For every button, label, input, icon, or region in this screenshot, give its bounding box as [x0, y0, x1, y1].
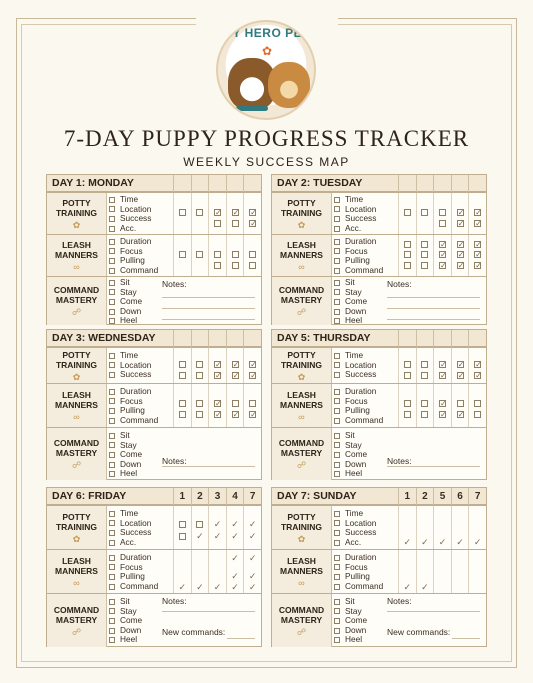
- logo-text: MY HERO PET: [222, 26, 310, 40]
- paw-icon: ✿: [297, 219, 306, 230]
- checklist-item[interactable]: Sit: [334, 431, 402, 441]
- checklist-item[interactable]: Acc.: [109, 538, 177, 548]
- brand-logo: [216, 20, 316, 120]
- checklist-item[interactable]: Stay: [334, 607, 402, 617]
- progress-grid: ✓ ✓ ✓ ✓: [398, 193, 486, 234]
- notes-label: Notes:: [387, 279, 412, 289]
- checklist-item[interactable]: Pulling: [109, 572, 177, 582]
- checklist-item[interactable]: Focus: [334, 563, 402, 573]
- checklist-item[interactable]: Focus: [334, 397, 402, 407]
- notes-label: Notes:: [162, 596, 187, 606]
- checklist-item[interactable]: Heel: [109, 469, 177, 479]
- checklist-item[interactable]: Down: [334, 307, 402, 317]
- cat-illustration: [268, 62, 310, 108]
- checklist-item[interactable]: Time: [109, 509, 177, 519]
- checklist-item[interactable]: Focus: [109, 247, 177, 257]
- checklist-item[interactable]: Success: [334, 528, 402, 538]
- checklist-item[interactable]: Success: [109, 214, 177, 224]
- day-title: DAY 7: SUNDAY: [272, 488, 486, 505]
- checklist-item[interactable]: Come: [334, 450, 402, 460]
- checklist-item[interactable]: Come: [334, 616, 402, 626]
- checklist-item[interactable]: Focus: [334, 247, 402, 257]
- checklist-item[interactable]: Heel: [334, 316, 402, 326]
- progress-grid: ✓ ✓ ✓ ✓ ✓: [398, 506, 486, 549]
- checklist-item[interactable]: Heel: [109, 635, 177, 645]
- paw-icon: ✿: [262, 44, 273, 58]
- checklist-item[interactable]: Sit: [109, 597, 177, 607]
- checklist-item[interactable]: Time: [334, 351, 402, 361]
- checklist-item[interactable]: Location: [334, 205, 402, 215]
- checklist-item[interactable]: Focus: [109, 563, 177, 573]
- checklist-item[interactable]: Duration: [334, 553, 402, 563]
- checklist-item[interactable]: Time: [109, 195, 177, 205]
- leash-icon: ∞: [73, 577, 80, 588]
- progress-grid: ✓ ✓ ✓ ✓ ✓ ✓ ✓ ✓ ✓: [398, 235, 486, 276]
- potty-section: POTTY TRAINING ✿ Time Location Success Acc. ✓ ✓ ✓ ✓: [47, 192, 261, 234]
- checklist-item[interactable]: Pulling: [334, 406, 402, 416]
- checklist-item[interactable]: Success: [334, 214, 402, 224]
- day-card-friday: DAY 6: FRIDAY 1 2 3 4 7 POTTY TRAINING ✿ Time Location Success Acc. ✓ ✓ ✓ ✓ ✓ ✓ ✓ LEASH MANNERS ∞ Duration Focus Pulling Command ✓ ✓ ✓ ✓ ✓ ✓ ✓ ✓ ✓ COMMAND MASTERY ☍ Sit Stay Come Down Heel Notes: New commands:: [46, 487, 262, 647]
- notes-label: Notes:: [162, 279, 187, 289]
- checklist-item[interactable]: Location: [109, 205, 177, 215]
- leash-section: LEASH MANNERS ∞ Duration Focus Pulling Command ✓ ✓ ✓ ✓ ✓ ✓ ✓ ✓ ✓: [47, 549, 261, 593]
- new-commands-label: New commands:: [387, 627, 451, 637]
- checklist-item[interactable]: Pulling: [109, 256, 177, 266]
- leash-section: LEASH MANNERS ∞ Duration Focus Pulling Command ✓ ✓: [272, 549, 486, 593]
- day-card-thursday: [271, 329, 487, 480]
- checklist-item[interactable]: Pulling: [109, 406, 177, 416]
- checklist-item[interactable]: Focus: [109, 397, 177, 407]
- leash-section: LEASH MANNERS ∞ Duration Focus Pulling Command ✓ ✓ ✓: [272, 383, 486, 427]
- checklist-item[interactable]: Sit: [334, 597, 402, 607]
- checklist-item[interactable]: Duration: [109, 237, 177, 247]
- checklist-item[interactable]: Heel: [334, 635, 402, 645]
- progress-grid: ✓ ✓ ✓ ✓ ✓ ✓: [398, 348, 486, 383]
- checklist-item[interactable]: Acc.: [109, 224, 177, 234]
- day-title: DAY 3: WEDNESDAY: [47, 330, 261, 347]
- leash-icon: ∞: [298, 577, 305, 588]
- paw-icon: ✿: [297, 533, 306, 544]
- leash-icon: ∞: [298, 261, 305, 272]
- notes-label: Notes:: [387, 596, 412, 606]
- checklist-item[interactable]: Location: [334, 361, 402, 371]
- checkbox[interactable]: [109, 216, 115, 222]
- checklist-item[interactable]: Heel: [334, 469, 402, 479]
- potty-section: POTTY TRAINING ✿ Time Location Success Acc. ✓ ✓ ✓ ✓ ✓ ✓ ✓: [47, 505, 261, 549]
- day-title: DAY 2: TUESDAY: [272, 175, 486, 192]
- page-title: 7-DAY PUPPY PROGRESS TRACKER: [63, 126, 470, 151]
- checklist-item[interactable]: Command: [109, 266, 177, 276]
- checklist-item[interactable]: Stay: [334, 288, 402, 298]
- checklist-item[interactable]: Sit: [109, 431, 177, 441]
- checklist-item[interactable]: Command: [109, 582, 177, 592]
- checklist-item[interactable]: Heel: [109, 316, 177, 326]
- checklist-item[interactable]: Down: [334, 460, 402, 470]
- checklist-item[interactable]: Location: [334, 519, 402, 529]
- checkbox[interactable]: [109, 197, 115, 203]
- checklist-item[interactable]: Acc.: [334, 538, 402, 548]
- day-title: DAY 1: MONDAY: [47, 175, 261, 192]
- checklist-item[interactable]: Stay: [109, 441, 177, 451]
- paw-icon: ✿: [72, 371, 81, 382]
- command-section: COMMAND MASTERY ☍ Sit Stay Come Down Heel Notes: New commands:: [47, 593, 261, 647]
- day-card-monday: [46, 174, 262, 325]
- leash-section: LEASH MANNERS ∞ Duration Focus Pulling Command ✓ ✓ ✓ ✓: [47, 383, 261, 427]
- checklist-item[interactable]: Down: [109, 460, 177, 470]
- bone-icon: ☍: [71, 460, 82, 470]
- checklist-item[interactable]: Time: [109, 351, 177, 361]
- potty-section: POTTY TRAINING ✿ Time Location Success Acc. ✓ ✓ ✓ ✓ ✓: [272, 505, 486, 549]
- potty-section: POTTY TRAINING ✿ Time Location Success ✓ ✓ ✓ ✓ ✓ ✓: [272, 347, 486, 383]
- leash-section: LEASH MANNERS ∞ Duration Focus Pulling Command ✓ ✓ ✓ ✓ ✓ ✓ ✓ ✓ ✓: [272, 234, 486, 276]
- checklist-item[interactable]: Down: [334, 626, 402, 636]
- bone-icon: ☍: [296, 626, 307, 637]
- checkbox[interactable]: [109, 226, 115, 232]
- progress-grid: ✓ ✓ ✓ ✓ ✓ ✓: [173, 348, 261, 383]
- checklist-item[interactable]: Command: [109, 416, 177, 426]
- collar-illustration: [236, 106, 268, 111]
- progress-grid: ✓ ✓ ✓ ✓ ✓ ✓ ✓: [173, 506, 261, 549]
- checklist-item[interactable]: Stay: [109, 607, 177, 617]
- checklist-item[interactable]: Pulling: [334, 572, 402, 582]
- command-section: COMMAND MASTERY ☍ Sit Stay Come Down Heel Notes:: [47, 276, 261, 325]
- day-card-sunday: DAY 7: SUNDAY 1 2 5 6 7 POTTY TRAINING ✿ Time Location Success Acc. ✓ ✓ ✓ ✓ ✓ LEASH MANNERS ∞ Duration Focus Pulling Command ✓ ✓ COMMAND MASTERY ☍ Sit Stay Come Down Heel Notes: New commands:: [271, 487, 487, 647]
- checklist-item[interactable]: Success: [109, 370, 177, 380]
- checklist-item[interactable]: Location: [109, 519, 177, 529]
- checklist-item[interactable]: Duration: [109, 553, 177, 563]
- checklist-item[interactable]: Command: [334, 582, 402, 592]
- leash-icon: ∞: [73, 411, 80, 422]
- progress-grid: [173, 235, 261, 276]
- checklist-item[interactable]: Duration: [334, 387, 402, 397]
- command-section: COMMAND MASTERY ☍ Sit Stay Come Down Heel Notes: New commands:: [272, 593, 486, 647]
- checklist-item[interactable]: Come: [334, 297, 402, 307]
- checkbox[interactable]: [109, 206, 115, 212]
- day-title: DAY 5: THURSDAY: [272, 330, 486, 347]
- checklist-item[interactable]: Stay: [334, 441, 402, 451]
- progress-grid: ✓ ✓ ✓: [398, 384, 486, 427]
- progress-grid: ✓ ✓ ✓ ✓: [173, 384, 261, 427]
- new-commands-label: New commands:: [162, 627, 226, 637]
- bone-icon: ☍: [71, 626, 82, 637]
- bone-icon: ☍: [296, 460, 307, 470]
- paw-icon: ✿: [297, 371, 306, 382]
- progress-grid: ✓ ✓ ✓ ✓ ✓ ✓ ✓ ✓ ✓: [173, 550, 261, 593]
- checklist-item[interactable]: Location: [109, 361, 177, 371]
- page-subtitle: WEEKLY SUCCESS MAP: [183, 155, 350, 169]
- checklist-item[interactable]: Sit: [109, 278, 177, 288]
- checklist-item[interactable]: Come: [109, 450, 177, 460]
- notes-label: Notes:: [387, 456, 412, 466]
- command-section: COMMAND MASTERY ☍ Sit Stay Come Down Heel Notes:: [272, 427, 486, 480]
- checklist-item[interactable]: Success: [109, 528, 177, 538]
- checklist-item[interactable]: Pulling: [334, 256, 402, 266]
- checklist-item[interactable]: Duration: [334, 237, 402, 247]
- checklist-item[interactable]: Duration: [109, 387, 177, 397]
- checklist-item[interactable]: Come: [109, 616, 177, 626]
- paw-icon: ✿: [72, 533, 81, 544]
- checklist-item[interactable]: Command: [334, 416, 402, 426]
- checklist-item[interactable]: Command: [334, 266, 402, 276]
- command-section: COMMAND MASTERY ☍ Sit Stay Come Down Heel Notes:: [47, 427, 261, 480]
- checklist-item[interactable]: Sit: [334, 278, 402, 288]
- leash-icon: ∞: [298, 411, 305, 422]
- checklist-item[interactable]: Down: [109, 626, 177, 636]
- checklist-item[interactable]: Acc.: [334, 224, 402, 234]
- leash-icon: ∞: [73, 261, 80, 272]
- command-section: COMMAND MASTERY ☍ Sit Stay Come Down Heel Notes:: [272, 276, 486, 325]
- potty-section: POTTY TRAINING ✿ Time Location Success ✓ ✓ ✓ ✓ ✓ ✓: [47, 347, 261, 383]
- progress-grid: ✓ ✓: [398, 550, 486, 593]
- bone-icon: ☍: [296, 307, 307, 317]
- checklist-item[interactable]: Stay: [109, 288, 177, 298]
- checklist-item[interactable]: Down: [109, 307, 177, 317]
- checklist-item[interactable]: Success: [334, 370, 402, 380]
- checklist-item[interactable]: Time: [334, 195, 402, 205]
- potty-section: POTTY TRAINING ✿ Time Location Success Acc. ✓ ✓ ✓ ✓: [272, 192, 486, 234]
- checklist-item[interactable]: Time: [334, 509, 402, 519]
- bone-icon: ☍: [71, 307, 82, 317]
- paw-icon: ✿: [72, 219, 81, 230]
- day-title: DAY 6: FRIDAY: [47, 488, 261, 505]
- day-card-tuesday: [271, 174, 487, 325]
- day-card-wednesday: [46, 329, 262, 480]
- checklist-item[interactable]: Come: [109, 297, 177, 307]
- progress-grid: ✓ ✓ ✓ ✓: [173, 193, 261, 234]
- notes-label: Notes:: [162, 456, 187, 466]
- leash-section: LEASH MANNERS ∞ Duration Focus Pulling Command: [47, 234, 261, 276]
